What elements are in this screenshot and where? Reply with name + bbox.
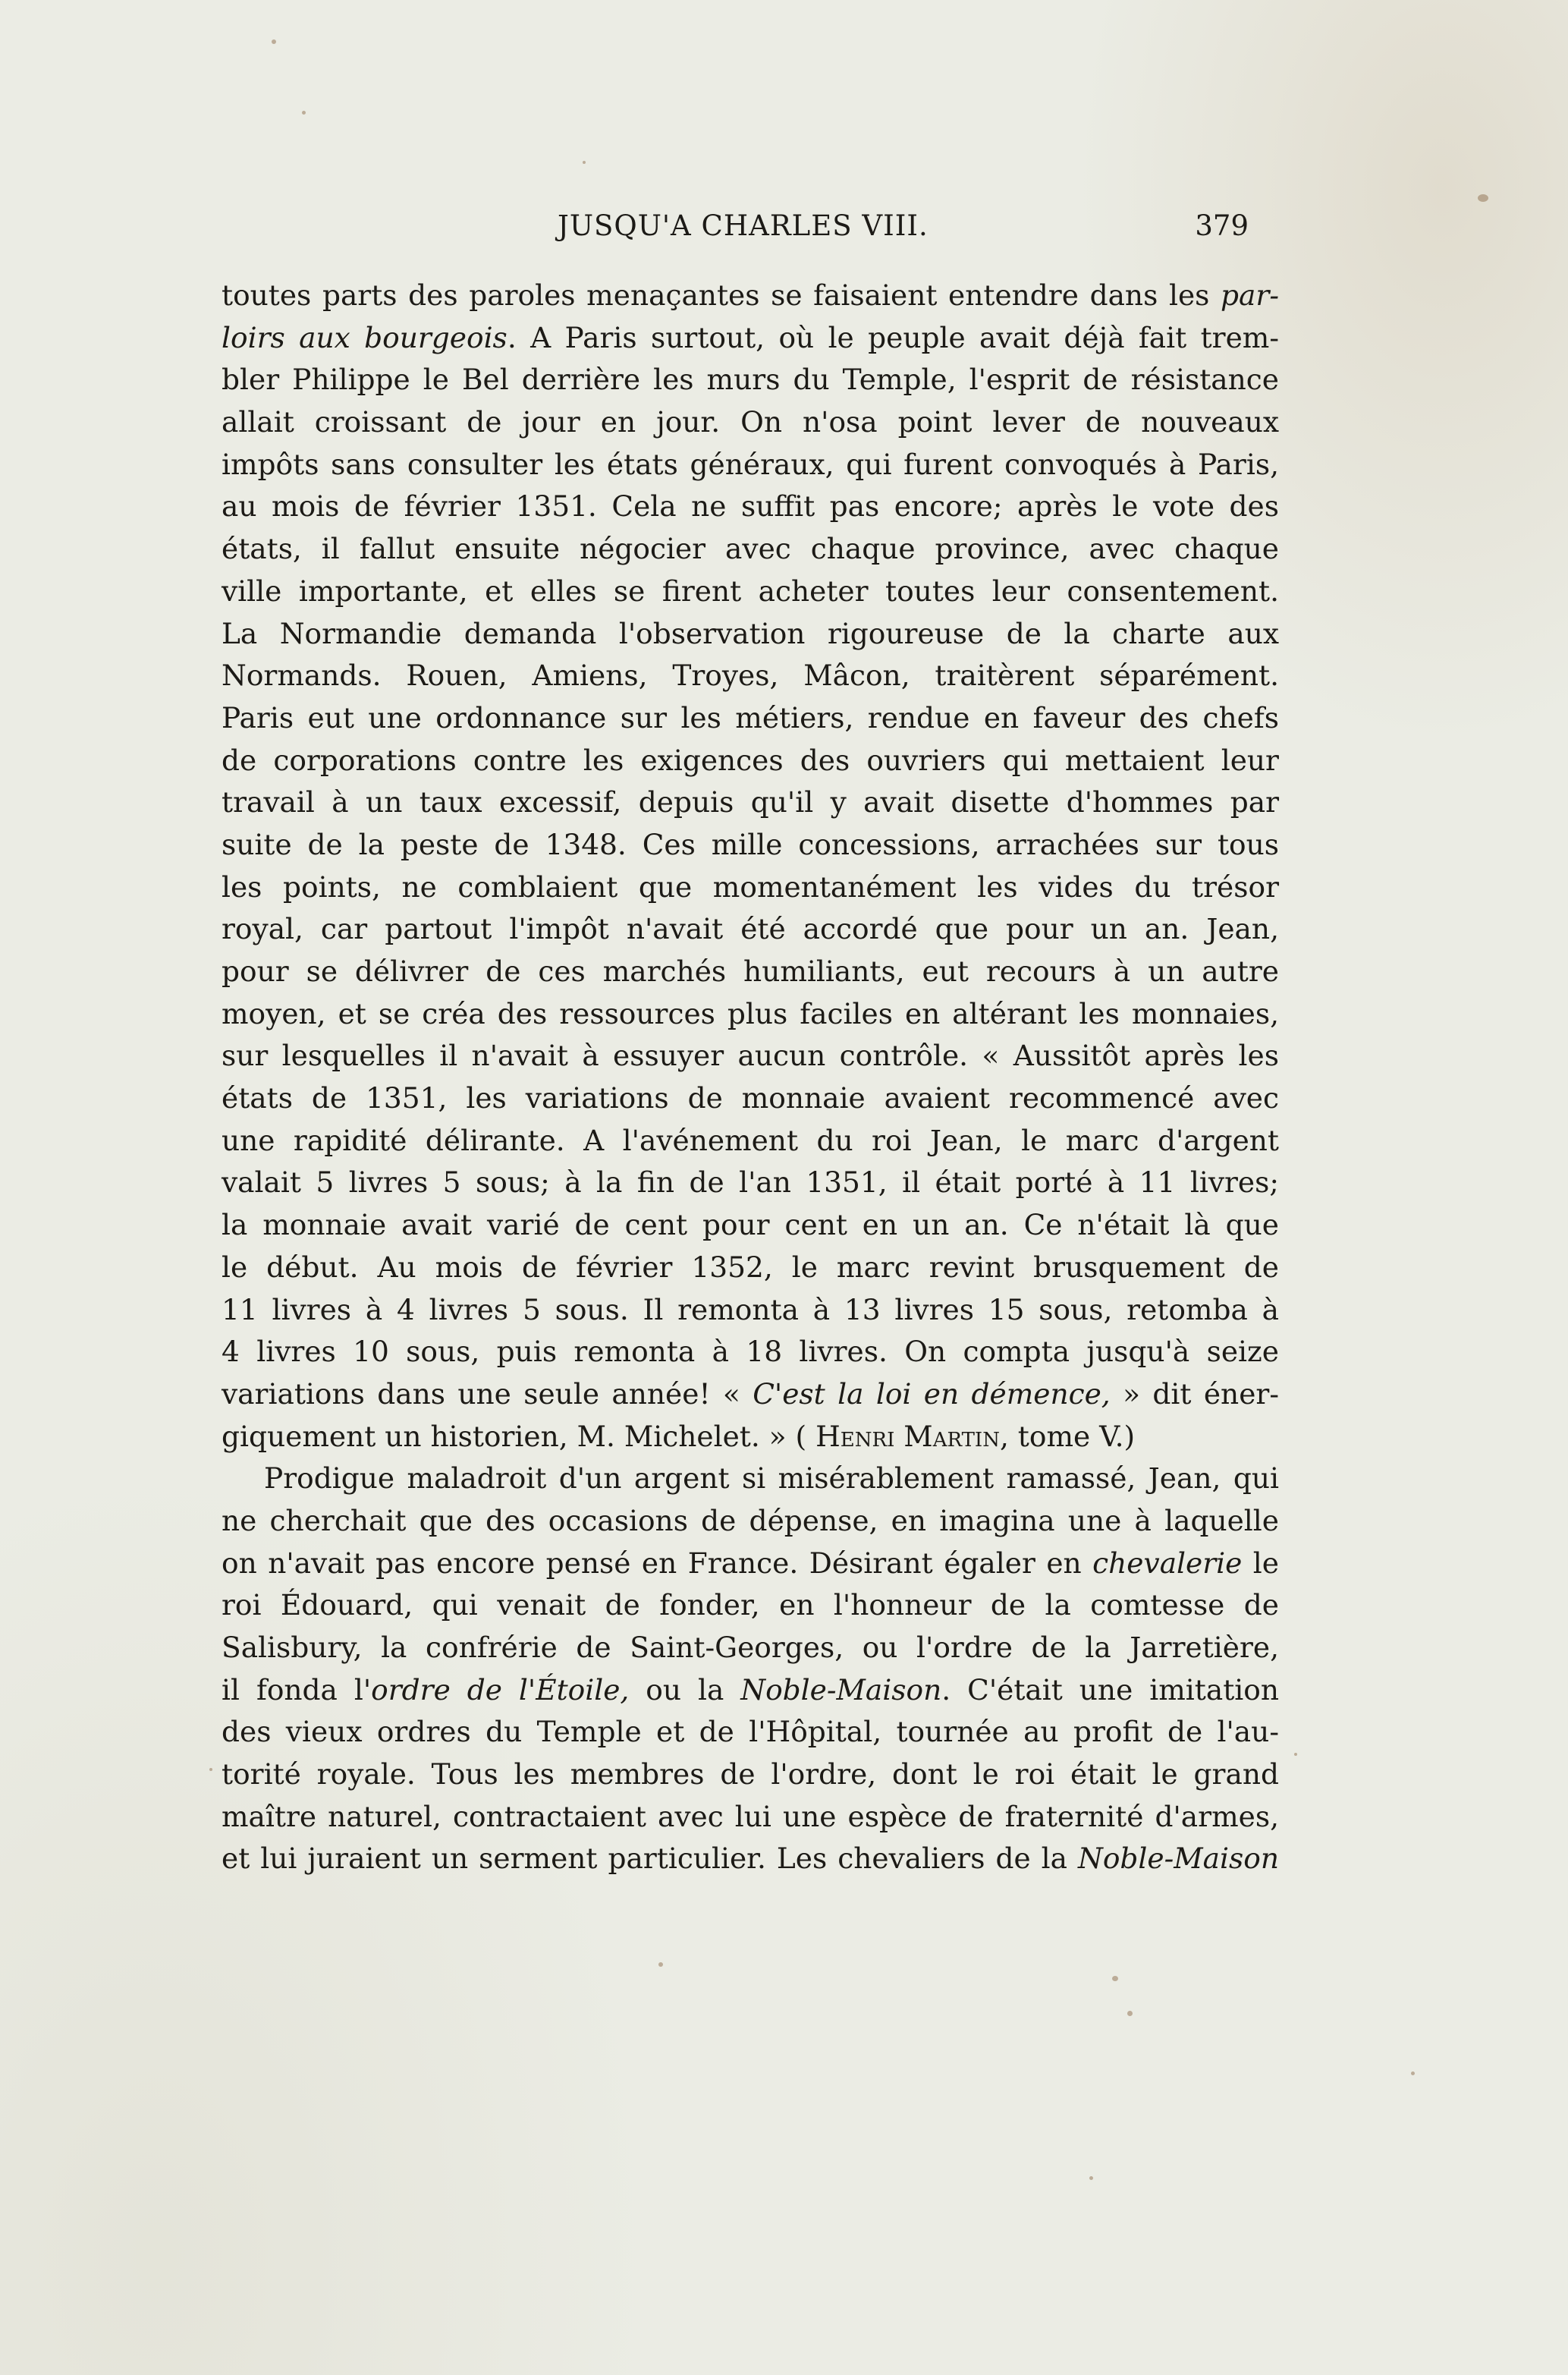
text-segment: variations dans une seule année! « bbox=[222, 1376, 753, 1411]
text-segment: suite de la peste de 1348. Ces mille concessions, arrachées sur tous bbox=[222, 827, 1279, 861]
text-segment: allait croissant de jour en jour. On n'osa point lever de nouveaux bbox=[222, 405, 1279, 439]
paper-speck bbox=[302, 111, 306, 115]
paper-speck bbox=[209, 1768, 212, 1771]
text-line bbox=[222, 1754, 1279, 1796]
text-segment: » dit éner- bbox=[1110, 1376, 1279, 1411]
text-segment: le début. Au mois de février 1352, le marc revint brusquement de bbox=[222, 1250, 1279, 1284]
text-line bbox=[222, 1669, 1279, 1712]
text-segment: la monnaie avait varié de cent pour cent en un an. Ce n'était là que bbox=[222, 1208, 1279, 1242]
text-segment: ville importante, et elles se firent acheter toutes leur consentement. bbox=[222, 574, 1279, 608]
paper-speck bbox=[1089, 2176, 1093, 2180]
text-segment: 4 livres 10 sous, puis remonta à 18 livres. On compta jusqu'à seize bbox=[222, 1335, 1279, 1369]
paper-speck bbox=[1411, 2071, 1415, 2075]
italic-text: ordre de l'Étoile, bbox=[371, 1672, 630, 1707]
italic-text: Noble-Maison bbox=[740, 1672, 942, 1707]
text-line bbox=[222, 1077, 1279, 1120]
text-line bbox=[222, 1838, 1279, 1880]
italic-text: chevalerie bbox=[1092, 1546, 1243, 1580]
text-segment: au mois de février 1351. Cela ne suffit pas encore; après le vote des bbox=[222, 489, 1279, 524]
paper-speck bbox=[583, 161, 586, 164]
text-line bbox=[222, 1247, 1279, 1289]
text-segment: pour se délivrer de ces marchés humiliants, eut recours à un autre bbox=[222, 955, 1279, 988]
paper-speck bbox=[1112, 1976, 1118, 1981]
text-line bbox=[222, 1711, 1279, 1754]
text-line bbox=[222, 401, 1279, 444]
text-line bbox=[222, 359, 1279, 401]
text-segment: le bbox=[1242, 1546, 1279, 1580]
text-segment: La Normandie demanda l'observation rigoureuse de la charte aux bbox=[222, 616, 1279, 650]
text-line bbox=[222, 824, 1279, 867]
text-line bbox=[222, 444, 1279, 486]
paper-speck bbox=[1294, 1753, 1297, 1756]
text-line bbox=[222, 740, 1279, 782]
text-line bbox=[222, 613, 1279, 656]
italic-text: loirs aux bourgeois bbox=[222, 320, 507, 354]
text-segment: . A Paris surtout, où le peuple avait déjà fait trem- bbox=[507, 320, 1280, 354]
text-line bbox=[222, 1204, 1279, 1247]
text-segment: il fonda l' bbox=[222, 1672, 372, 1707]
italic-text: Noble-Maison bbox=[1078, 1842, 1279, 1876]
text-line bbox=[222, 697, 1279, 740]
text-segment: états, il fallut ensuite négocier avec chaque province, avec chaque bbox=[222, 532, 1279, 566]
text-segment: des vieux ordres du Temple et de l'Hôpital, tournée au profit de l'au- bbox=[222, 1715, 1279, 1749]
text-segment: valait 5 livres 5 sous; à la fin de l'an 1351, il était porté à 11 livres; bbox=[222, 1165, 1279, 1200]
text-line bbox=[222, 867, 1279, 909]
text-line bbox=[222, 571, 1279, 613]
italic-text: par- bbox=[1221, 278, 1279, 312]
text-segment: maître naturel, contractaient avec lui une espèce de fraternité d'armes, bbox=[222, 1799, 1279, 1833]
text-segment: travail à un taux excessif, depuis qu'il y avait disette d'hommes par bbox=[222, 785, 1279, 819]
text-segment: giquement un historien, M. Michelet. » ( bbox=[222, 1419, 816, 1453]
text-segment: , tome V.) bbox=[999, 1419, 1136, 1453]
italic-text: C'est la loi en démence, bbox=[753, 1376, 1111, 1411]
text-line bbox=[222, 1162, 1279, 1204]
text-line bbox=[222, 1373, 1279, 1416]
text-segment: roi Édouard, qui venait de fonder, en l'honneur de la comtesse de bbox=[222, 1588, 1279, 1622]
text-line bbox=[222, 951, 1279, 993]
text-line bbox=[222, 1458, 1279, 1500]
text-line bbox=[222, 1035, 1279, 1077]
text-segment: bler Philippe le Bel derrière les murs du Temple, l'esprit de résistance bbox=[222, 363, 1279, 397]
text-line bbox=[222, 486, 1279, 528]
text-segment: et lui juraient un serment particulier. Les chevaliers de la bbox=[222, 1842, 1079, 1876]
page-header bbox=[222, 209, 1279, 255]
text-line bbox=[222, 1627, 1279, 1669]
text-segment: on n'avait pas encore pensé en France. Désirant égaler en bbox=[222, 1546, 1093, 1580]
text-line bbox=[222, 993, 1279, 1036]
paper-speck bbox=[1127, 2011, 1133, 2016]
text-segment: moyen, et se créa des ressources plus faciles en altérant les monnaies, bbox=[222, 996, 1279, 1030]
page-number: 379 bbox=[1195, 209, 1249, 242]
text-segment: Normands. Rouen, Amiens, Troyes, Mâcon, traitèrent séparément. bbox=[222, 659, 1279, 693]
text-segment: ne cherchait que des occasions de dépense, en imagina une à laquelle bbox=[222, 1503, 1279, 1537]
text-segment: torité royale. Tous les membres de l'ordre, dont le roi était le grand bbox=[222, 1757, 1279, 1791]
text-line bbox=[222, 275, 1279, 317]
text-line bbox=[222, 1543, 1279, 1585]
paper-speck bbox=[1478, 194, 1488, 202]
text-line bbox=[222, 1416, 1279, 1458]
text-line bbox=[222, 1500, 1279, 1543]
text-segment: les points, ne comblaient que momentanément les vides du trésor bbox=[222, 870, 1279, 904]
text-segment: toutes parts des paroles menaçantes se faisaient entendre dans les bbox=[222, 278, 1221, 312]
text-segment: ou la bbox=[629, 1672, 741, 1707]
text-line bbox=[222, 1796, 1279, 1839]
running-head: JUSQU'A CHARLES VIII. bbox=[558, 209, 929, 242]
text-segment: Paris eut une ordonnance sur les métiers, rendue en faveur des chefs bbox=[222, 700, 1279, 735]
text-segment: Prodigue maladroit d'un argent si misérablement ramassé, Jean, qui bbox=[264, 1461, 1279, 1496]
paper-speck bbox=[272, 39, 276, 44]
text-line bbox=[222, 1289, 1279, 1332]
text-line bbox=[222, 655, 1279, 697]
text-segment: Salisbury, la confrérie de Saint-Georges, ou l'ordre de la Jarretière, bbox=[222, 1631, 1279, 1664]
text-line bbox=[222, 528, 1279, 571]
text-segment: de corporations contre les exigences des ouvriers qui mettaient leur bbox=[222, 743, 1279, 777]
text-segment: 11 livres à 4 livres 5 sous. Il remonta à 13 livres 15 sous, retomba à bbox=[222, 1292, 1279, 1326]
body-text bbox=[222, 275, 1279, 1880]
text-line bbox=[222, 1331, 1279, 1373]
text-line bbox=[222, 1120, 1279, 1162]
text-segment: une rapidité délirante. A l'avénement du roi Jean, le marc d'argent bbox=[222, 1123, 1279, 1157]
text-segment: royal, car partout l'impôt n'avait été accordé que pour un an. Jean, bbox=[222, 912, 1279, 946]
text-line bbox=[222, 782, 1279, 824]
text-segment: impôts sans consulter les états généraux, qui furent convoqués à Paris, bbox=[222, 447, 1279, 481]
text-segment: sur lesquelles il n'avait à essuyer aucun contrôle. « Aussitôt après les bbox=[222, 1039, 1279, 1073]
small-caps-text: Henri Martin bbox=[815, 1419, 1000, 1453]
text-segment: états de 1351, les variations de monnaie avaient recommencé avec bbox=[222, 1081, 1279, 1115]
text-line bbox=[222, 317, 1279, 360]
text-line bbox=[222, 1584, 1279, 1627]
text-line bbox=[222, 908, 1279, 951]
paper-speck bbox=[658, 1962, 663, 1967]
text-segment: . C'était une imitation bbox=[941, 1672, 1279, 1707]
